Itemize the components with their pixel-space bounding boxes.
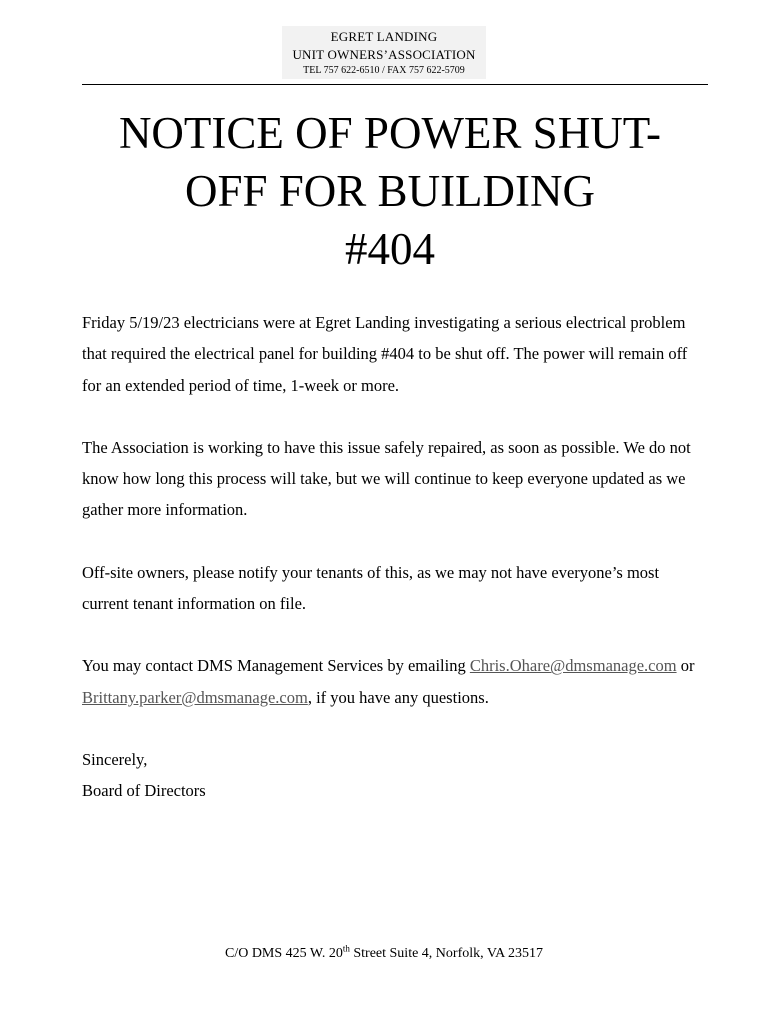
letterhead — [0, 26, 768, 79]
closing-signature: Board of Directors — [82, 781, 206, 801]
title-line-3: #404 — [345, 224, 435, 274]
title-line-1: NOTICE OF POWER SHUT- — [118, 108, 662, 158]
header-divider — [82, 84, 708, 85]
footer-address — [0, 944, 768, 964]
notice-body — [82, 307, 708, 807]
contact-or: or — [676, 656, 695, 676]
association-name: EGRET LANDING — [330, 29, 438, 44]
contact-end: , if you have any questions. — [307, 687, 489, 707]
association-subtitle: UNIT OWNERS’ASSOCIATION — [292, 47, 476, 62]
paragraph-offsite-owners: Off-site owners, please notify your tenants of this, as we may not have everyone’s most current tenant information on file. — [82, 562, 660, 614]
email-link-chris[interactable]: Chris.Ohare@dmsmanage.com — [469, 656, 677, 676]
closing-salutation: Sincerely, — [82, 749, 148, 769]
notice-title — [60, 104, 720, 278]
footer-address-end: Street Suite 4, Norfolk, VA 23517 — [349, 946, 544, 961]
paragraph-repair-status: The Association is working to have this issue safely repaired, as soon as possible. We do not know how long this process will take, but we will continue to keep everyone updated as we gather more information. — [82, 437, 691, 520]
paragraph-contact — [82, 650, 708, 713]
contact-intro: You may contact DMS Management Services by emailing — [82, 656, 470, 676]
contact-numbers: TEL 757 622-6510 / FAX 757 622-5709 — [303, 65, 465, 76]
letterhead-band — [282, 26, 485, 79]
paragraph-incident: Friday 5/19/23 electricians were at Egret Landing investigating a serious electrical problem that required the electrical panel for building #404 to be shut off. The power will remain off for an extended period of time, 1-week or more. — [82, 313, 688, 395]
footer-ordinal-suffix: th — [342, 943, 350, 954]
title-line-2: OFF FOR BUILDING — [184, 166, 596, 216]
footer-address-start: C/O DMS 425 W. 20 — [224, 946, 343, 961]
email-link-brittany[interactable]: Brittany.parker@dmsmanage.com — [82, 687, 308, 707]
